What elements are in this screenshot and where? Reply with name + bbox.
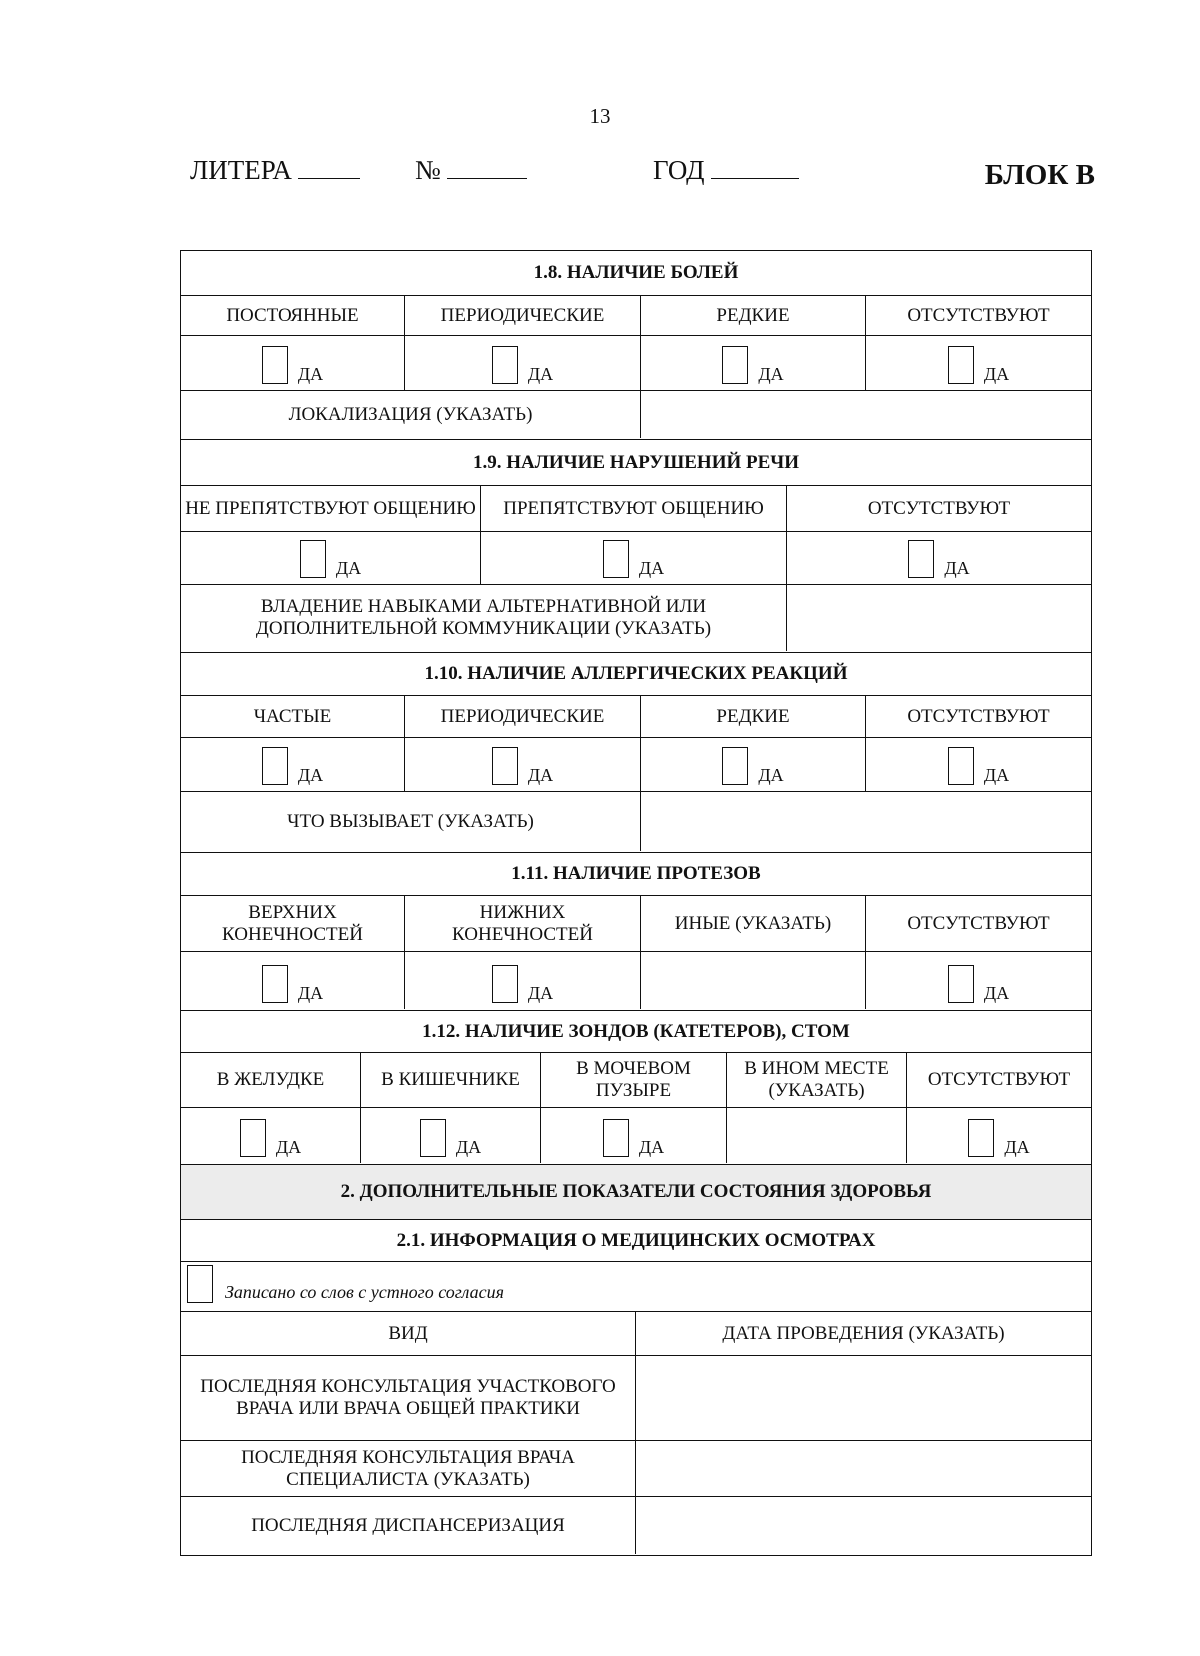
exam-gp-date-input[interactable] xyxy=(636,1356,1091,1440)
speech-options-row xyxy=(181,486,1091,532)
section-speech xyxy=(180,439,1092,653)
checkbox[interactable] xyxy=(187,1265,213,1303)
allergy-absent-checkbox[interactable] xyxy=(866,738,1091,791)
pain-checkbox-row xyxy=(181,336,1091,391)
allergy-cause-label: ЧТО ВЫЗЫВАЕТ (УКАЗАТЬ) xyxy=(181,792,641,851)
prosthesis-option-upper: ВЕРХНИХ КОНЕЧНОСТЕЙ xyxy=(181,896,405,951)
section-pain xyxy=(180,250,1092,440)
tubes-absent-checkbox[interactable] xyxy=(907,1108,1091,1163)
tubes-option-stomach: В ЖЕЛУДКЕ xyxy=(181,1053,361,1107)
litera-label: ЛИТЕРА xyxy=(190,155,292,185)
prosthesis-lower-checkbox[interactable] xyxy=(405,952,641,1009)
checkbox[interactable] xyxy=(240,1119,266,1157)
pain-periodic-checkbox[interactable] xyxy=(405,336,641,390)
year-label: ГОД xyxy=(653,155,705,185)
tubes-option-other: В ИНОМ МЕСТЕ (УКАЗАТЬ) xyxy=(727,1053,907,1107)
tubes-intestine-checkbox[interactable] xyxy=(361,1108,541,1163)
pain-options-row xyxy=(181,296,1091,336)
section-tubes-title: 1.12. НАЛИЧИЕ ЗОНДОВ (КАТЕТЕРОВ), СТОМ xyxy=(181,1011,1091,1053)
tubes-option-bladder: В МОЧЕВОМ ПУЗЫРЕ xyxy=(541,1053,727,1107)
speech-not-hindering-checkbox[interactable] xyxy=(181,532,481,584)
consent-row xyxy=(181,1262,1091,1312)
section-prosthesis xyxy=(180,852,1092,1011)
pain-constant-checkbox[interactable] xyxy=(181,336,405,390)
exam-gp-label: ПОСЛЕДНЯЯ КОНСУЛЬТАЦИЯ УЧАСТКОВОГО ВРАЧА ИЛИ ВРАЧА ОБЩЕЙ ПРАКТИКИ xyxy=(181,1356,636,1440)
exams-header-row xyxy=(181,1312,1091,1356)
yes-label: ДА xyxy=(527,364,554,384)
yes-label: ДА xyxy=(455,1137,482,1157)
speech-alt-communication-label: ВЛАДЕНИЕ НАВЫКАМИ АЛЬТЕРНАТИВНОЙ ИЛИ ДОПОЛНИТЕЛЬНОЙ КОММУНИКАЦИИ (УКАЗАТЬ) xyxy=(181,585,787,651)
exam-dispensary-label: ПОСЛЕДНЯЯ ДИСПАНСЕРИЗАЦИЯ xyxy=(181,1497,636,1554)
checkbox[interactable] xyxy=(262,747,288,785)
exam-specialist-label: ПОСЛЕДНЯЯ КОНСУЛЬТАЦИЯ ВРАЧА СПЕЦИАЛИСТА (УКАЗАТЬ) xyxy=(181,1441,636,1496)
yes-label: ДА xyxy=(638,558,665,578)
speech-alt-communication-row xyxy=(181,585,1091,651)
checkbox[interactable] xyxy=(420,1119,446,1157)
yes-label: ДА xyxy=(297,983,324,1003)
yes-label: ДА xyxy=(983,765,1010,785)
exam-row xyxy=(181,1356,1091,1441)
pain-absent-checkbox[interactable] xyxy=(866,336,1091,390)
yes-label: ДА xyxy=(638,1137,665,1157)
year-line[interactable] xyxy=(711,156,799,179)
allergy-frequent-checkbox[interactable] xyxy=(181,738,405,791)
yes-label: ДА xyxy=(527,765,554,785)
yes-label: ДА xyxy=(275,1137,302,1157)
allergy-checkbox-row xyxy=(181,738,1091,792)
checkbox[interactable] xyxy=(492,965,518,1003)
allergy-option-periodic: ПЕРИОДИЧЕСКИЕ xyxy=(405,696,641,737)
allergy-cause-input[interactable] xyxy=(641,792,1091,851)
prosthesis-option-lower: НИЖНИХ КОНЕЧНОСТЕЙ xyxy=(405,896,641,951)
yes-label: ДА xyxy=(335,558,362,578)
pain-option-periodic: ПЕРИОДИЧЕСКИЕ xyxy=(405,296,641,335)
allergy-rare-checkbox[interactable] xyxy=(641,738,866,791)
consent-label: Записано со слов с устного согласия xyxy=(225,1282,504,1302)
consent-checkbox[interactable] xyxy=(181,1262,1091,1311)
allergy-cause-row xyxy=(181,792,1091,851)
yes-label: ДА xyxy=(758,364,784,384)
prosthesis-option-absent: ОТСУТСТВУЮТ xyxy=(907,912,1050,934)
exam-row xyxy=(181,1441,1091,1497)
prosthesis-other-input[interactable] xyxy=(641,952,866,1009)
checkbox[interactable] xyxy=(908,540,934,578)
checkbox[interactable] xyxy=(300,540,326,578)
yes-label: ДА xyxy=(944,558,970,578)
number-label: № xyxy=(415,155,441,185)
yes-label: ДА xyxy=(297,765,324,785)
section-additional-health-title: 2. ДОПОЛНИТЕЛЬНЫЕ ПОКАЗАТЕЛИ СОСТОЯНИЯ ЗДОРОВЬЯ xyxy=(181,1165,1091,1218)
checkbox[interactable] xyxy=(968,1119,994,1157)
allergy-option-frequent: ЧАСТЫЕ xyxy=(181,696,405,737)
tubes-options-row xyxy=(181,1053,1091,1108)
section-additional-health xyxy=(180,1164,1092,1220)
exam-specialist-date-input[interactable] xyxy=(636,1441,1091,1496)
checkbox[interactable] xyxy=(603,1119,629,1157)
litera-line[interactable] xyxy=(298,156,360,179)
prosthesis-options-row xyxy=(181,896,1091,952)
prosthesis-absent-checkbox[interactable] xyxy=(866,952,1091,1009)
exams-col-type: ВИД xyxy=(181,1312,636,1355)
form-table xyxy=(180,250,1092,1556)
form-header xyxy=(190,155,1095,195)
pain-option-constant: ПОСТОЯННЫЕ xyxy=(181,296,405,335)
checkbox[interactable] xyxy=(492,346,518,384)
yes-label: ДА xyxy=(758,765,784,785)
litera-field[interactable] xyxy=(190,155,360,186)
checkbox[interactable] xyxy=(948,346,974,384)
section-allergy-title: 1.10. НАЛИЧИЕ АЛЛЕРГИЧЕСКИХ РЕАКЦИЙ xyxy=(181,653,1091,696)
section-tubes xyxy=(180,1010,1092,1165)
tubes-bladder-checkbox[interactable] xyxy=(541,1108,727,1163)
number-field[interactable] xyxy=(415,155,527,186)
yes-label: ДА xyxy=(983,983,1010,1003)
prosthesis-checkbox-row xyxy=(181,952,1091,1009)
section-medical-exams-title: 2.1. ИНФОРМАЦИЯ О МЕДИЦИНСКИХ ОСМОТРАХ xyxy=(181,1220,1091,1262)
speech-hindering-checkbox[interactable] xyxy=(481,532,787,584)
page-number: 13 xyxy=(589,104,611,128)
prosthesis-option-other: ИНЫЕ (УКАЗАТЬ) xyxy=(641,896,866,951)
tubes-checkbox-row xyxy=(181,1108,1091,1163)
pain-localization-input[interactable] xyxy=(641,391,1091,438)
tubes-option-intestine: В КИШЕЧНИКЕ xyxy=(361,1053,541,1107)
year-field[interactable] xyxy=(653,155,799,186)
pain-localization-row xyxy=(181,391,1091,438)
section-pain-title: 1.8. НАЛИЧИЕ БОЛЕЙ xyxy=(181,251,1091,296)
tubes-stomach-checkbox[interactable] xyxy=(181,1108,361,1163)
exams-col-date: ДАТА ПРОВЕДЕНИЯ (УКАЗАТЬ) xyxy=(722,1322,1005,1344)
allergy-option-absent: ОТСУТСТВУЮТ xyxy=(907,705,1050,727)
checkbox[interactable] xyxy=(262,346,288,384)
checkbox[interactable] xyxy=(948,965,974,1003)
speech-option-absent: ОТСУТСТВУЮТ xyxy=(867,497,1011,519)
yes-label: ДА xyxy=(297,364,324,384)
yes-label: ДА xyxy=(1004,1137,1030,1157)
exam-dispensary-date-input[interactable] xyxy=(636,1497,1091,1554)
exam-row xyxy=(181,1497,1091,1554)
section-speech-title: 1.9. НАЛИЧИЕ НАРУШЕНИЙ РЕЧИ xyxy=(181,440,1091,486)
number-line[interactable] xyxy=(447,156,527,179)
section-prosthesis-title: 1.11. НАЛИЧИЕ ПРОТЕЗОВ xyxy=(181,853,1091,896)
speech-option-hindering: ПРЕПЯТСТВУЮТ ОБЩЕНИЮ xyxy=(481,486,787,531)
tubes-other-input[interactable] xyxy=(727,1108,907,1163)
pain-localization-label: ЛОКАЛИЗАЦИЯ (УКАЗАТЬ) xyxy=(181,391,641,438)
prosthesis-upper-checkbox[interactable] xyxy=(181,952,405,1009)
checkbox[interactable] xyxy=(492,747,518,785)
speech-checkbox-row xyxy=(181,532,1091,585)
block-label: БЛОК В xyxy=(984,159,1095,191)
section-allergy xyxy=(180,652,1092,853)
checkbox[interactable] xyxy=(722,747,748,785)
allergy-options-row xyxy=(181,696,1091,738)
checkbox[interactable] xyxy=(722,346,748,384)
pain-option-rare: РЕДКИЕ xyxy=(641,296,866,335)
checkbox[interactable] xyxy=(262,965,288,1003)
speech-alt-communication-input[interactable] xyxy=(787,585,1091,651)
allergy-periodic-checkbox[interactable] xyxy=(405,738,641,791)
pain-rare-checkbox[interactable] xyxy=(641,336,866,390)
yes-label: ДА xyxy=(527,983,554,1003)
pain-option-absent: ОТСУТСТВУЮТ xyxy=(907,304,1050,326)
allergy-option-rare: РЕДКИЕ xyxy=(641,696,866,737)
tubes-option-absent: ОТСУТСТВУЮТ xyxy=(927,1069,1071,1090)
speech-option-not-hindering: НЕ ПРЕПЯТСТВУЮТ ОБЩЕНИЮ xyxy=(181,486,481,531)
checkbox[interactable] xyxy=(603,540,629,578)
yes-label: ДА xyxy=(983,364,1010,384)
speech-absent-checkbox[interactable] xyxy=(787,532,1091,584)
section-medical-exams xyxy=(180,1219,1092,1556)
checkbox[interactable] xyxy=(948,747,974,785)
